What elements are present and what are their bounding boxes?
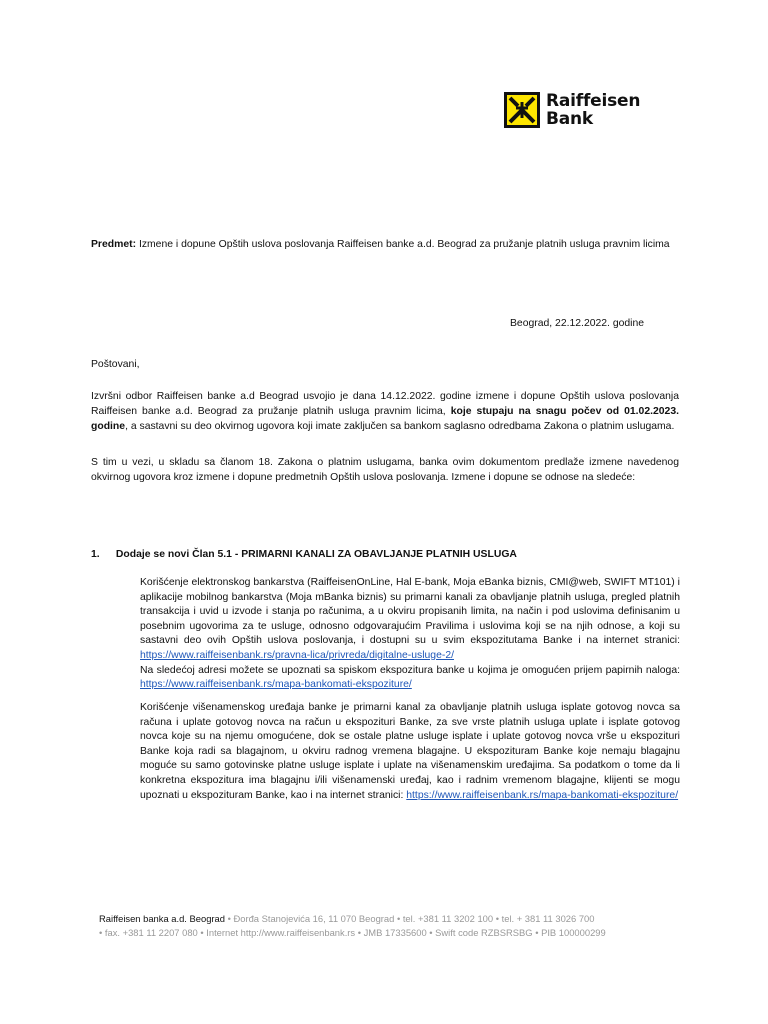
multifunction-device-text: Korišćenje višenamenskog uređaja banke je primarni kanal za obavljanje platnih usluga isplate gotovog novca sa računa i uplate gotovog novca na račun u ekspozituri Banke, za sve vrste platnih usluga uplate i isplate gotovog novca koje su na njemu omogućene, dok se ostale platne usluge isplate i uplate gotovog novca vrše u ekspozituri Banke koja radi sa blagajnom, u okviru radnog vremena blagajne. U ekspozituram Banke koje nemaju blagajnu moguće su samo gotovinske platne usluge isplate i uplate na višenamenskim uređajima. Sa podatkom o tome da li konkretna ekspozitura ima blagajnu i/ili višenamenski uređaj, kao i radnim vremenom blagajne, klijenti se mogu upoznati u ekspozituram Banke, kao i na internet stranici:	[140, 702, 680, 801]
raiffeisen-gable-cross-icon	[504, 92, 540, 128]
footer-bank-name: Raiffeisen banka a.d. Beograd	[99, 913, 225, 924]
logo-wordmark	[546, 92, 640, 128]
date-line: Beograd, 22.12.2022. godine	[510, 318, 645, 329]
raiffeisen-logo	[504, 86, 680, 134]
intro-text-end: , a sastavni su deo okvirnog ugovora koji imate zaključen sa bankom saglasno odredbama Zakona o platnim uslugama.	[125, 421, 675, 432]
section-title: Dodaje se novi Član 5.1 - PRIMARNI KANALI ZA OBAVLJANJE PLATNIH USLUGA	[115, 549, 517, 560]
intro-paragraph	[91, 389, 679, 434]
digital-services-link[interactable]: https://www.raiffeisenbank.rs/pravna-lica/privreda/digitalne-usluge-2/	[140, 649, 454, 661]
logo-line-1: Raiffeisen	[546, 91, 641, 111]
footer-contact-line: • fax. +381 11 2207 080 • Internet http://www.raiffeisenbank.rs • JMB 17335600 • Swift code RZBSRSBG • PIB 100000299	[99, 927, 606, 938]
intro-text-start: Izvršni odbor Raiffeisen banke a.d Beograd usvojio je dana 14.12.2022. godine izmene i dopune Opštih uslova poslovanja Raiffeisen banke a.d. Beograd za pružanje platnih usluga pravnim licima,	[91, 391, 679, 417]
digital-channels-text: Korišćenje elektronskog bankarstva (RaiffeisenOnLine, Hal E-bank, Moja eBanka biznis, CMI@web, SWIFT MT101) i aplikacije mobilnog bankarstva (Moja mBanka biznis) su primarni kanali za obavljanje platnih usluga, pregled platnih transakcija i uvid u izvode i stanja po računima, a u okviru propisanih limita, na način i pod uslovima definisanim u posebnim ugovorima za te usluge, odnosno odgovarajućim Pravilima i uslovima koji se na njih odnose, a koji su sastavni deo ovih Opštih uslova poslovanja, i dostupni su u svim ekspozitutama Banke i na internet stranici:	[140, 577, 680, 647]
subject-text: Izmene i dopune Opštih uslova poslovanja Raiffeisen banke a.d. Beograd za pružanje platnih usluga pravnim licima	[138, 239, 670, 250]
footer-address-line: • Đorđa Stanojevića 16, 11 070 Beograd • tel. +381 11 3202 100 • tel. + 381 11 3026 700	[224, 913, 595, 924]
logo-line-2: Bank	[546, 109, 594, 129]
digital-channels-paragraph	[140, 576, 680, 693]
section-heading	[91, 549, 517, 560]
subject-line	[91, 237, 681, 252]
multifunction-device-paragraph	[140, 701, 680, 803]
branch-map-link[interactable]: https://www.raiffeisenbank.rs/mapa-bankomati-ekspoziture/	[140, 679, 412, 691]
branch-map-link-2[interactable]: https://www.raiffeisenbank.rs/mapa-bankomati-ekspoziture/	[406, 789, 679, 801]
branch-list-text: Na sledećoj adresi možete se upoznati sa spiskom ekspozitura banke u kojima je omogućen prijem papirnih naloga:	[140, 664, 680, 676]
page-footer	[99, 912, 679, 940]
subject-label: Predmet:	[91, 239, 137, 250]
greeting: Poštovani,	[91, 359, 140, 370]
intro-effective-date: koje stupaju na snagu počev od 01.02.2023. godine	[91, 406, 679, 432]
legal-basis-paragraph: S tim u vezi, u skladu sa članom 18. Zakona o platnim uslugama, banka ovim dokumentom predlaže izmene navedenog okvirnog ugovora kroz izmene i dopune predmetnih Opštih uslova poslovanja. Izmene i dopune se odnose na sledeće:	[91, 457, 679, 483]
section-number: 1.	[91, 549, 100, 560]
